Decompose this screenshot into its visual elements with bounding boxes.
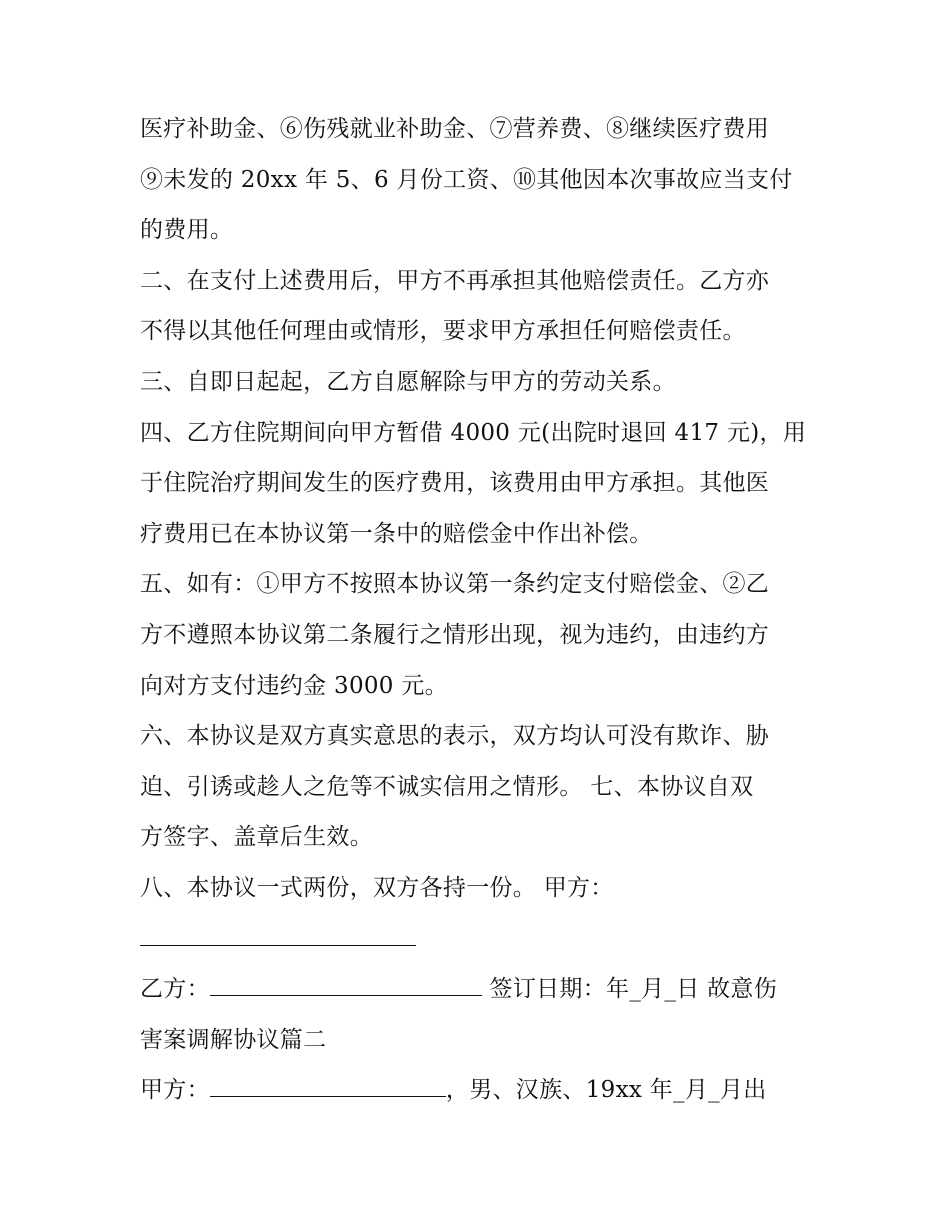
text-line: 迫、引诱或趁人之危等不诚实信用之情形。 七、本协议自双: [140, 773, 754, 800]
text-line: 五、如有：①甲方不按照本协议第一条约定支付赔偿金、②乙: [140, 571, 770, 598]
text-line: 医疗补助金、⑥伤残就业补助金、⑦营养费、⑧继续医疗费用: [140, 116, 770, 142]
text-line: 疗费用已在本协议第一条中的赔偿金中作出补偿。: [140, 520, 653, 547]
text-line: 四、乙方住院期间向甲方暂借 4000 元(出院时退回 417 元)，用: [140, 419, 807, 446]
party-b-label: 乙方：: [140, 976, 210, 1003]
text-line: 三、自即日起起，乙方自愿解除与甲方的劳动关系。: [140, 368, 676, 395]
party-a-row: [140, 1065, 830, 1116]
text-line: 二、在支付上述费用后，甲方不再承担其他赔偿责任。乙方亦: [140, 267, 770, 294]
text-line: 的费用。: [140, 217, 234, 244]
text-line: 于住院治疗期间发生的医疗费用，该费用由甲方承担。其他医: [140, 470, 770, 497]
party-a-name-line: [210, 1074, 446, 1097]
agreement-text: [140, 104, 830, 1116]
text-line: ⑨未发的 20xx 年 5、6 月份工资、⑩其他因本次事故应当支付: [140, 166, 793, 193]
party-a-signature-line: [140, 923, 416, 946]
text-line: 方不遵照本协议第二条履行之情形出现，视为违约，由违约方: [140, 621, 770, 648]
section-title-line: 害案调解协议篇二: [140, 1026, 327, 1053]
signature-line-row: [140, 914, 830, 965]
party-b-signature-line: [210, 973, 482, 996]
party-a-label: 甲方：: [140, 1077, 210, 1104]
text-line: 六、本协议是双方真实意思的表示，双方均认可没有欺诈、胁: [140, 723, 770, 750]
party-a-details: ，男、汉族、19xx 年_月_月出: [445, 1077, 767, 1104]
text-line: 不得以其他任何理由或情形，要求甲方承担任何赔偿责任。: [140, 318, 746, 345]
party-b-row: [140, 964, 830, 1015]
text-line: 向对方支付违约金 3000 元。: [140, 672, 448, 699]
text-line: 八、本协议一式两份，双方各持一份。 甲方：: [140, 874, 614, 901]
sign-date-text: 签订日期：年_月_日 故意伤: [481, 976, 778, 1003]
text-line: 方签字、盖章后生效。: [140, 824, 373, 851]
